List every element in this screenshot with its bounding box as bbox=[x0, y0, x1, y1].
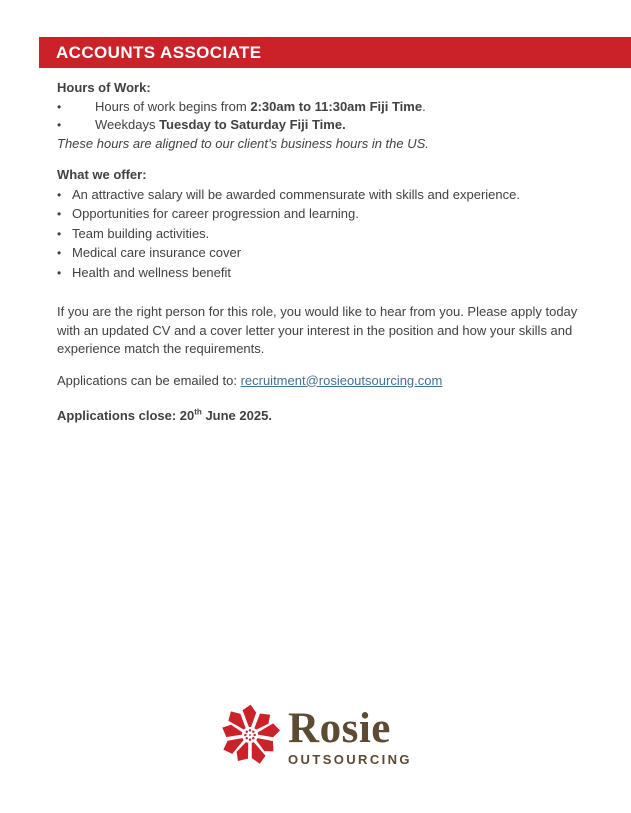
hours-bullet-1: Hours of work begins from 2:30am to 11:30am Fiji Time. bbox=[95, 98, 426, 114]
offer-item: An attractive salary will be awarded commensurate with skills and experience. bbox=[72, 186, 520, 202]
bullet-marker: • bbox=[57, 99, 62, 114]
bullet-marker: • bbox=[57, 226, 62, 241]
hours-note: These hours are aligned to our client’s business hours in the US. bbox=[57, 135, 429, 151]
close-date-ordinal: th bbox=[194, 407, 202, 417]
list-item bbox=[57, 205, 581, 224]
list-item bbox=[57, 244, 581, 263]
offer-item: Opportunities for career progression and learning. bbox=[72, 206, 359, 221]
list-item bbox=[57, 98, 581, 117]
offer-item: Health and wellness benefit bbox=[72, 264, 231, 280]
logo-text bbox=[288, 705, 412, 767]
document-body bbox=[57, 79, 581, 426]
logo-wordmark: Rosie bbox=[288, 705, 391, 752]
job-title-banner bbox=[39, 37, 631, 68]
rosie-flower-icon bbox=[219, 702, 281, 773]
list-item bbox=[57, 264, 581, 283]
page-title: ACCOUNTS ASSOCIATE bbox=[56, 42, 262, 62]
offer-item: Team building activities. bbox=[72, 225, 210, 241]
bullet-marker: • bbox=[57, 118, 62, 132]
hours-of-work-section bbox=[57, 79, 581, 153]
apply-paragraph: If you are the right person for this role, you would like to hear from you. Please apply today with an updated CV and a cover letter your interest in the position and how your skills and experience match the requirements. bbox=[57, 304, 578, 356]
close-date-prefix: Applications close: 20 bbox=[57, 408, 195, 423]
bullet-marker: • bbox=[57, 187, 62, 202]
company-logo bbox=[0, 702, 631, 773]
bullet-marker: • bbox=[57, 265, 62, 280]
email-link[interactable]: recruitment@rosieoutsourcing.com bbox=[240, 372, 443, 388]
what-we-offer-section bbox=[57, 166, 581, 282]
offer-heading: What we offer: bbox=[57, 167, 147, 182]
hours-bullet-2: Weekdays Tuesday to Saturday Fiji Time. bbox=[95, 117, 346, 132]
logo-subtitle: OUTSOURCING bbox=[288, 752, 412, 767]
bullet-marker: • bbox=[57, 207, 62, 221]
applications-close-line bbox=[57, 407, 581, 426]
email-prefix: Applications can be emailed to: bbox=[57, 372, 241, 388]
list-item bbox=[57, 116, 581, 135]
close-date-suffix: June 2025. bbox=[201, 408, 272, 423]
list-item bbox=[57, 225, 581, 244]
email-line bbox=[57, 372, 581, 391]
offer-item: Medical care insurance cover bbox=[72, 245, 242, 260]
hours-heading: Hours of Work: bbox=[57, 80, 151, 95]
list-item bbox=[57, 186, 581, 205]
bullet-marker: • bbox=[57, 246, 62, 260]
